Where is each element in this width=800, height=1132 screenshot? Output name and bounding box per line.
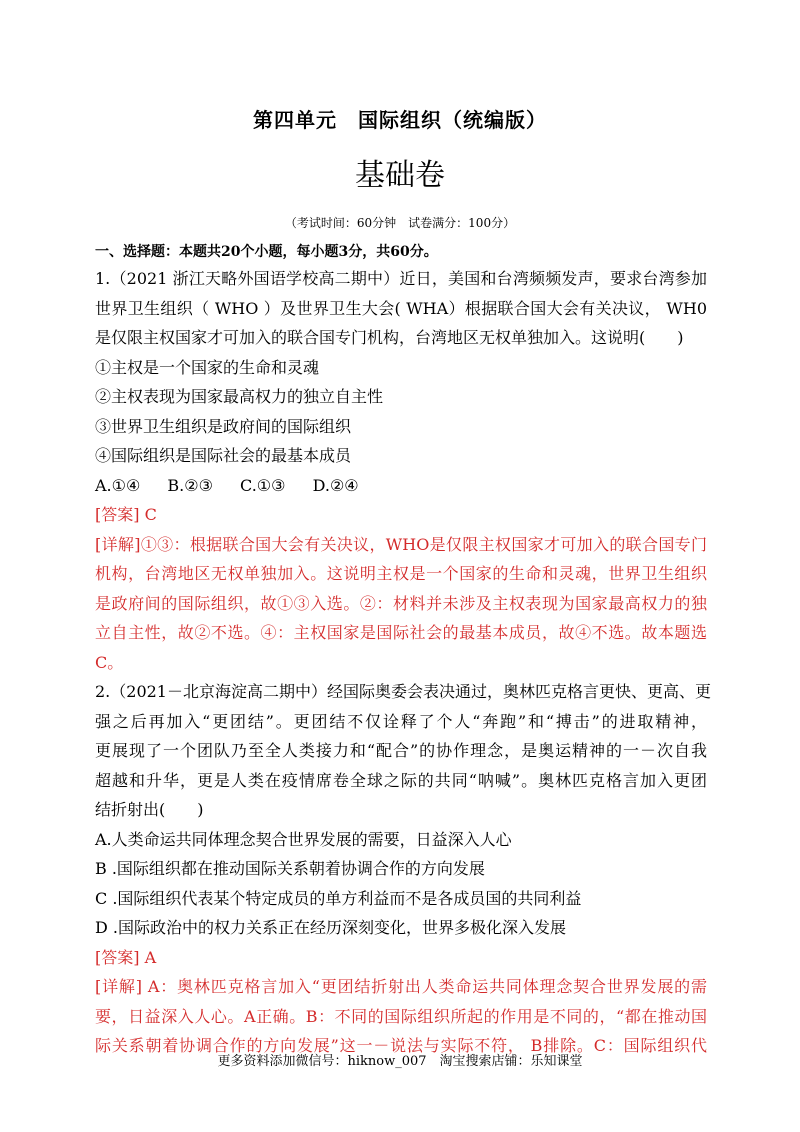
q2-option-a: A.人类命运共同体理念契合世界发展的需要，日益深入人心 [95, 829, 512, 849]
q1-statement: ①主权是一个国家的生命和灵魂 [95, 357, 320, 377]
q1-explanation-line: 是政府间的国际组织，故①③入选。②：材料并未涉及主权表现为国家最高权力的独 [95, 593, 707, 613]
q2-stem-line: 2.（2021－北京海淀高二期中）经国际奥委会表决通过，奥林匹克格言更快、更高、更 [95, 682, 711, 701]
q2-stem-line: 强之后再加入“更团结”。更团结不仅诠释了个人“奔跑”和“搏击”的进取精神， [95, 711, 707, 731]
q2-answer: [答案] A [95, 947, 157, 967]
q1-option-c: C.①③ [240, 475, 286, 495]
q1-stem-line: 1.（2021 浙江天略外国语学校高二期中）近日，美国和台湾频频发声，要求台湾参加 [95, 269, 707, 288]
q2-option-b: B .国际组织都在推动国际关系朝着协调合作的方向发展 [95, 859, 485, 878]
q1-option-a: A.①④ [95, 475, 141, 495]
q2-option-c: C .国际组织代表某个特定成员的单方利益而不是各成员国的共同利益 [95, 888, 582, 908]
q1-option-b: B.②③ [167, 475, 213, 495]
q1-explanation-line: [详解]①③：根据联合国大会有关决议，WHO是仅限主权国家才可加入的联合国专门 [95, 534, 707, 554]
q1-statement: ④国际组织是国际社会的最基本成员 [95, 446, 352, 465]
q2-stem-line: 超越和升华，更是人类在疫情席卷全球之际的共同“呐喊”。奥林匹克格言加入更团 [95, 770, 707, 790]
q2-option-d: D .国际政治中的权力关系正在经历深刻变化，世界多极化深入发展 [95, 918, 567, 937]
q1-stem-line: 是仅限主权国家才可加入的联合国专门机构，台湾地区无权单独加入。这说明( ) [95, 328, 684, 347]
q2-stem-line: 更展现了一个团队乃至全人类接力和“配合”的协作理念，是奥运精神的一－次自我 [95, 741, 707, 760]
q1-explanation-line: 机构，台湾地区无权单独加入。这说明主权是一个国家的生命和灵魂，世界卫生组织 [95, 564, 707, 583]
q1-option-d: D.②④ [312, 475, 359, 495]
section-heading: 一、选择题：本题共20个小题，每小题3分，共60分。 [95, 244, 438, 260]
q1-statement: ③世界卫生组织是政府间的国际组织 [95, 416, 352, 436]
q2-explanation-line: 际关系朝着协调合作的方向发展”这一－说法与实际不符， B排除。C：国际组织代 [95, 1036, 707, 1055]
page-title: 第四单元 国际组织（统编版） [253, 108, 547, 132]
question-content [95, 240, 711, 1061]
q1-explanation-line: 立自主性，故②不选。④：主权国家是国际社会的最基本成员，故④不选。故本题选 [95, 623, 707, 642]
page-footer: 更多资料添加微信号：hiknow_007 淘宝搜索店铺：乐知课堂 [217, 1054, 583, 1069]
page-subtitle: 基础卷 [355, 158, 445, 193]
q1-statement: ②主权表现为国家最高权力的独立自主性 [95, 387, 384, 406]
q2-stem-line: 结折射出( ) [95, 800, 204, 819]
exam-info: （考试时间：60分钟 试卷满分：100分） [284, 216, 516, 230]
q1-answer: [答案] C [95, 505, 157, 524]
q1-options [95, 471, 707, 501]
q2-explanation-line: [详解] A：奥林匹克格言加入“更团结折射出人类命运共同体理念契合世界发展的需 [95, 977, 707, 996]
q1-stem-line: 世界卫生组织（ WHO ）及世界卫生大会( WHA）根据联合国大会有关决议， WH0 [95, 298, 707, 318]
q2-explanation-line: 要，日益深入人心。A正确。B：不同的国际组织所起的作用是不同的，“都在推动国 [95, 1006, 707, 1026]
q1-explanation-line: C。 [95, 652, 124, 672]
